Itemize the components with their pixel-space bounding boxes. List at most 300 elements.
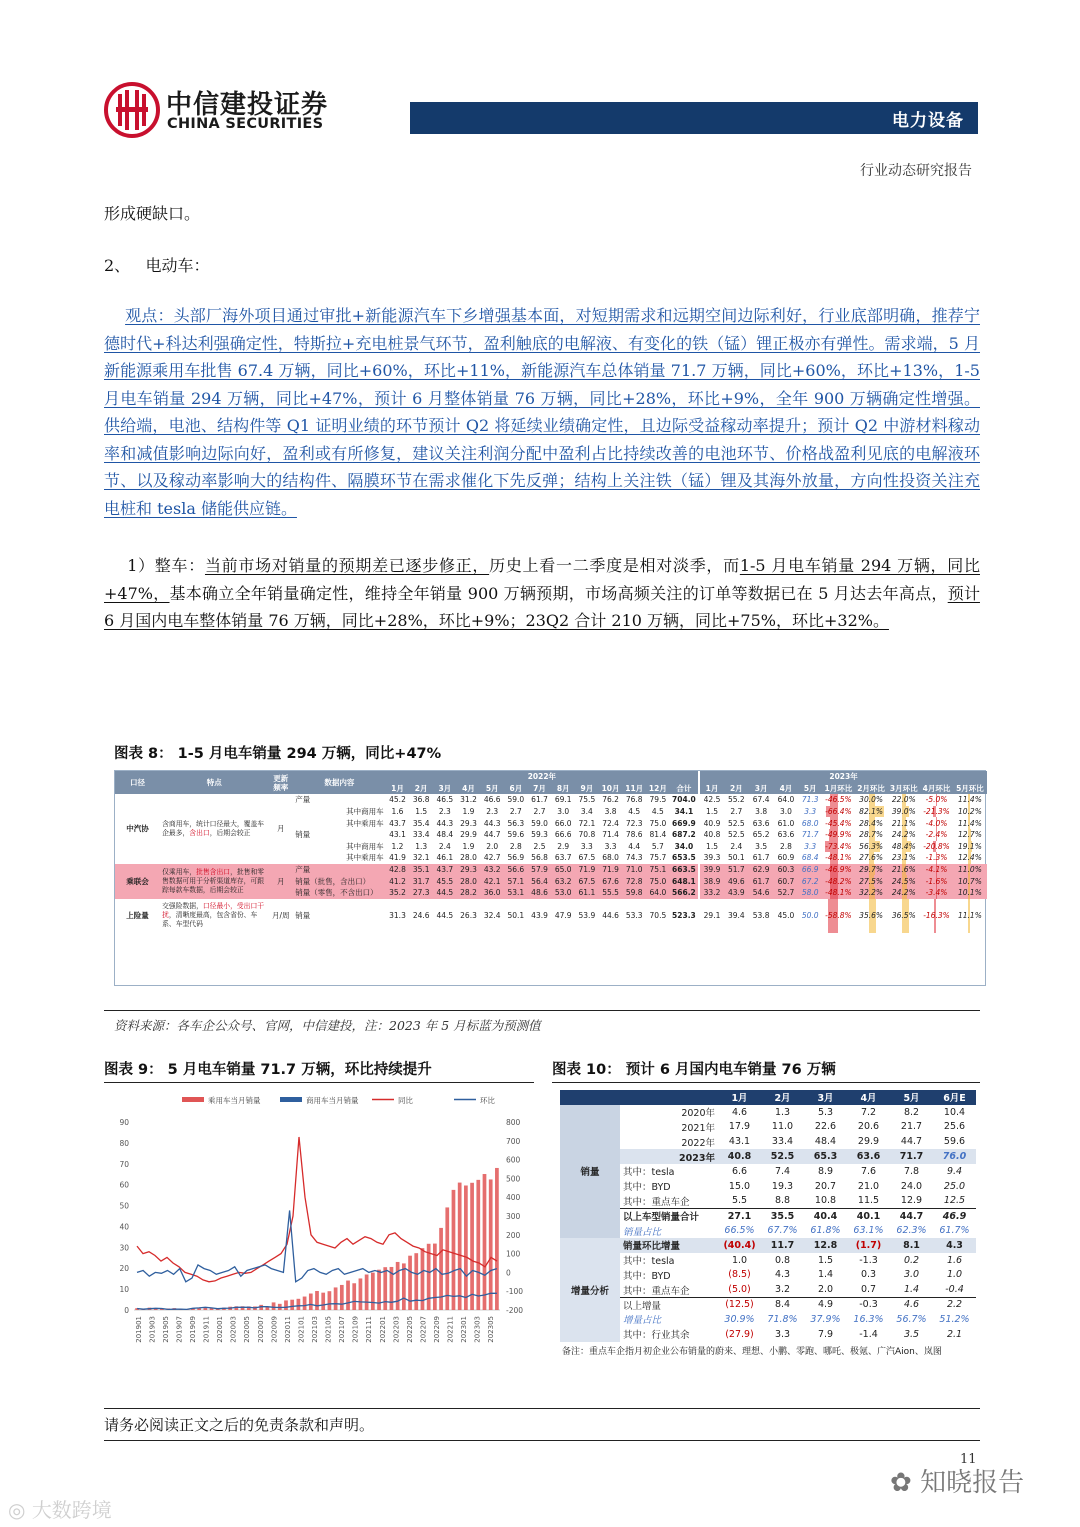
t10-cell: 44.7 — [900, 1136, 923, 1148]
cell-2022: 45.5 — [433, 875, 457, 887]
month-2022-0: 1月 — [386, 783, 410, 795]
t10-row-label: 增量占比 — [623, 1315, 662, 1327]
y-tick-left: 30 — [119, 1243, 129, 1253]
t10-cell: 21.7 — [900, 1121, 923, 1133]
ratio-cell — [822, 887, 855, 899]
x-tick-label: 202201 — [378, 1316, 387, 1343]
cell-2022: 4.5 — [628, 807, 641, 817]
cell-2022: 71.4 — [602, 830, 619, 840]
t10-cell: 27.1 — [718, 1208, 761, 1223]
viewpoint-text: 观点：头部厂海外项目通过审批+新能源汽车下乡增强基本面，对短期需求和远期空间边际利好，行业底部明确，推荐宁德时代+科达利强确定性，特斯拉+充电桩景气环节，盈利触底的电解液、有变化的铁（锰）锂正极亦有弹性。需求端，5 月新能源乘用车批售 67.4 万辆，同比+60%，环比+11%，新能源汽车总体销量 71.7 万辆，同比+60%，环比+13%，1-5 月电车销量 294 万辆，同比+47%，预计 6 月整体销量 76 万辆，同比+28%，环比+9%，全年 900 万辆确定性增强。供给端，电池、结构件等 Q1 证明业绩的环节预计 Q2 将延续业绩确定性，且边际受益稼动率提升；预计 Q2 中游材料稼动率和减值影响边际向好，盈利或有所修复，建议关注利润分配中盈利占比持续改善的电池环节、价格战盈利见底的电解液环节、以及稼动率影响大的结构件、隔膜环节在需求催化下先反弹；结构上关注铁（锰）锂及其海外放量，方向性投资关注充电桩和 tesla 储能供应链。 — [104, 306, 980, 518]
cell-2022: 3.4 — [580, 807, 593, 817]
row-label: 产量 — [295, 795, 311, 805]
t10-cell: 59.6 — [943, 1136, 966, 1148]
t10-cell: 8.9 — [817, 1165, 834, 1177]
cell-2022: 81.4 — [649, 830, 667, 840]
t10-row-label: 其中：重点车企 — [623, 1196, 690, 1208]
cell-2022: 53.9 — [578, 911, 596, 921]
cell-2022: 653.5 — [672, 853, 696, 863]
group-desc-red-1: 批售含出口 — [196, 867, 231, 876]
sector-label: 电力设备 — [892, 111, 964, 131]
cell-2022: 74.3 — [625, 853, 643, 863]
legend-swatch — [280, 1097, 302, 1102]
cell-2022: 35.1 — [409, 864, 433, 876]
cell-2022: 44.3 — [436, 818, 454, 828]
figure-10-title: 图表 10： 预计 6 月国内电车销量 76 万辆 — [552, 1062, 836, 1078]
passenger-bar — [433, 1244, 437, 1310]
cell-2023: 33.2 — [699, 887, 724, 899]
legend-label: 商用车当月销量 — [306, 1096, 359, 1105]
china-securities-logo-icon — [104, 82, 160, 138]
cell-2022: 65.0 — [551, 864, 575, 876]
cell-2022: 29.3 — [460, 818, 477, 828]
vehicle-lead: 1）整车： — [127, 556, 205, 575]
cell-2023: 67.4 — [752, 795, 770, 805]
ratio-value: 12.4% — [958, 853, 982, 863]
cell-2022: 32.1 — [412, 853, 430, 863]
x-tick-label: 202305 — [487, 1316, 496, 1343]
ratio-value: 19.1% — [958, 841, 982, 851]
hdr-freq: 更新频率 — [268, 771, 293, 794]
cell-2022: 59.6 — [507, 830, 525, 840]
vehicle-text-2: 基本确立全年销量确定性，维持全年销量 900 万辆预期，市场高频关注的订单等数据已在 5 月达去年高点， — [169, 583, 948, 603]
cell-2023: 39.3 — [699, 852, 724, 864]
group-desc-red-2: 口径最小，受出口干扰 — [162, 902, 265, 920]
cell-2022: 56.3 — [507, 818, 525, 828]
ratio-cell — [920, 899, 953, 933]
cell-2022: 44.7 — [483, 830, 501, 840]
cell-2022: 44.3 — [483, 818, 501, 828]
paragraph-1: 形成硬缺口。 — [104, 204, 201, 223]
ratio-cell — [855, 841, 888, 853]
passenger-bar — [377, 1270, 381, 1310]
t10-cell: 67.7% — [767, 1225, 798, 1237]
section-heading — [104, 252, 980, 280]
t10-cell: 11.5 — [857, 1195, 880, 1207]
t10-cell: 24.0 — [900, 1180, 923, 1192]
cell-2022: 2.4 — [438, 841, 451, 851]
monthly-ev-sales-chart — [104, 1088, 534, 1360]
month-2022-4: 5月 — [480, 783, 504, 795]
month-2022-6: 7月 — [528, 783, 552, 795]
ratio-cell — [953, 875, 987, 887]
cell-2022: 78.6 — [625, 830, 643, 840]
t10-cell: 12.9 — [900, 1195, 923, 1207]
t10-row-label: 2020年 — [681, 1108, 715, 1120]
passenger-bar — [383, 1267, 387, 1310]
vehicle-paragraph — [104, 552, 980, 635]
t10-cell: 1.6 — [946, 1254, 963, 1266]
x-tick-label: 202301 — [460, 1316, 469, 1343]
cell-2023: 2.7 — [730, 807, 743, 817]
t10-cell: 8.8 — [774, 1195, 791, 1207]
cell-2022: 36.8 — [412, 795, 430, 805]
ratio-value: 11.4% — [958, 795, 982, 805]
month-2023-2: 3月 — [749, 783, 774, 795]
passenger-bar — [396, 1262, 400, 1310]
t10-cell: -1.3 — [859, 1254, 878, 1266]
ratio-cell — [953, 852, 987, 864]
t10-cell: 5.3 — [817, 1106, 834, 1118]
group-desc-a-2: 交强险数据， — [162, 902, 203, 911]
row-label: 其中商用车 — [346, 807, 384, 817]
t10-month: 1月 — [718, 1090, 761, 1105]
cell-2022: 70.5 — [649, 911, 667, 921]
y-tick-left: 50 — [119, 1201, 129, 1211]
group-desc-0 — [160, 794, 268, 864]
cell-2023: 42.5 — [699, 794, 724, 806]
ratio-value: -3.4% — [925, 888, 948, 898]
ratio-value: -49.9% — [825, 830, 852, 840]
month-2023-0: 1月 — [699, 783, 724, 795]
ratio-value: 23.1% — [891, 853, 916, 863]
ratio-value: 30.0% — [859, 795, 883, 805]
group-1: 乘联会 — [115, 864, 160, 899]
cell-2022: 61.1 — [575, 887, 599, 899]
ratio-value: -46.5% — [825, 795, 852, 805]
t10-cell: 5.5 — [731, 1195, 748, 1207]
t10-cell: 7.4 — [774, 1165, 791, 1177]
t10-cell: 76.0 — [933, 1149, 976, 1164]
ratio-value: 10.2% — [958, 807, 982, 817]
cell-2023: 61.7 — [752, 853, 770, 863]
t10-cell: 11.0 — [771, 1121, 794, 1133]
ratio-cell — [822, 806, 855, 818]
logo-english-name: CHINA SECURITIES — [167, 116, 324, 132]
x-tick-label: 201901 — [134, 1316, 143, 1343]
cell-2022: 75.5 — [578, 795, 596, 805]
t10-cell: 2.0 — [817, 1284, 834, 1295]
cell-2022: 59.8 — [622, 887, 646, 899]
cell-2022: 75.7 — [649, 853, 667, 863]
ratio-hdr-1: 2月环比 — [855, 783, 888, 795]
page-number: 11 — [960, 1452, 977, 1467]
cell-2022: 2.3 — [438, 807, 451, 817]
cell-2022: 45.2 — [389, 795, 406, 805]
passenger-bar — [402, 1263, 406, 1310]
cell-2022: 24.6 — [412, 911, 430, 921]
t10-row-label: 销量环比增量 — [620, 1238, 718, 1253]
cell-2022: 48.6 — [528, 887, 552, 899]
ratio-hdr-4: 5月环比 — [953, 783, 987, 795]
cell-2022: 72.1 — [578, 818, 596, 828]
x-tick-label: 202105 — [324, 1316, 333, 1343]
ratio-value: 27.6% — [859, 853, 883, 863]
ratio-cell — [855, 829, 888, 841]
cell-2022: 64.0 — [646, 887, 670, 899]
cell-2022: 43.7 — [433, 864, 457, 876]
ratio-cell — [887, 806, 920, 818]
cell-2022: 3.3 — [580, 841, 593, 851]
vehicle-text-1: 历史上看一二季度是相对淡季，而 — [489, 556, 740, 575]
cell-2022: 35.4 — [412, 818, 430, 828]
passenger-bar — [452, 1190, 456, 1310]
cell-2022: 59.0 — [507, 795, 525, 805]
t10-cell: 10.8 — [814, 1195, 837, 1207]
cell-2022: 34.0 — [674, 841, 694, 851]
passenger-bar — [290, 1300, 294, 1310]
passenger-bar — [315, 1291, 319, 1310]
cell-2023: 68.4 — [801, 853, 819, 863]
ratio-cell — [953, 887, 987, 899]
month-2023-4: 5月 — [798, 783, 822, 795]
x-tick-label: 201911 — [202, 1316, 211, 1343]
cell-2022: 76.2 — [602, 795, 619, 805]
t10-cell: 7.6 — [860, 1165, 877, 1177]
footer-rule-bottom — [104, 1440, 980, 1441]
t10-cell: (8.5) — [728, 1269, 751, 1281]
ratio-value: -66.4% — [825, 807, 852, 817]
passenger-bar — [371, 1273, 375, 1310]
hdr-te: 特点 — [160, 771, 268, 794]
figure-8-table — [114, 770, 986, 986]
cell-2023: 40.9 — [699, 817, 724, 829]
ratio-cell — [920, 829, 953, 841]
weibo-icon: ◎ — [8, 1498, 26, 1522]
passenger-bar — [352, 1283, 356, 1310]
cell-2022: 31.7 — [409, 875, 433, 887]
ratio-value: -1.6% — [925, 876, 948, 886]
cell-2022: 2.0 — [486, 841, 499, 851]
cell-2023: 51.7 — [724, 864, 749, 876]
cell-2022: 67.5 — [575, 875, 599, 887]
cell-2023: 3.3 — [804, 807, 817, 817]
passenger-bar — [489, 1179, 493, 1310]
hdr-kou: 口径 — [115, 771, 160, 794]
ratio-value: 10.7% — [958, 876, 982, 886]
cell-2023: 60.9 — [777, 853, 795, 863]
t10-row-label: 其中：tesla — [623, 1256, 675, 1268]
t10-cell: 37.9% — [810, 1313, 841, 1325]
ratio-cell — [953, 841, 987, 853]
ratio-cell — [887, 864, 920, 876]
group-freq-0: 月 — [277, 824, 285, 834]
y-tick-right: 300 — [506, 1212, 521, 1221]
figure-10-rule — [552, 1082, 980, 1083]
t10-cell: 56.7% — [896, 1313, 927, 1325]
x-tick-label: 202001 — [216, 1316, 225, 1343]
cell-2022: 43.1 — [389, 830, 406, 840]
t10-corner — [560, 1090, 718, 1105]
cell-2022: 1.5 — [415, 807, 428, 817]
watermark-dashu — [8, 1494, 112, 1523]
t10-cell: 3.0 — [903, 1269, 920, 1281]
ratio-hdr-3: 4月环比 — [920, 783, 953, 795]
cell-2022: 68.0 — [602, 853, 619, 863]
ratio-cell — [920, 864, 953, 876]
cell-2023: 3.0 — [779, 807, 792, 817]
cell-2022: 2.9 — [557, 841, 570, 851]
y-tick-left: 40 — [119, 1222, 129, 1232]
ratio-value: 11.0% — [958, 865, 982, 875]
cell-2023: 39.4 — [727, 911, 745, 921]
x-tick-label: 202207 — [419, 1316, 428, 1343]
cell-2022: 1.6 — [391, 807, 404, 817]
t10-cell: 1.4 — [817, 1269, 834, 1281]
row-label: 销量（零售，不含出口） — [293, 887, 385, 899]
cell-2022: 56.6 — [504, 864, 528, 876]
report-type: 行业动态研究报告 — [860, 163, 972, 179]
y-tick-right: 700 — [506, 1136, 521, 1146]
cell-2022: 3.0 — [557, 807, 570, 817]
x-tick-label: 201907 — [175, 1316, 184, 1343]
ratio-cell — [822, 829, 855, 841]
ratio-cell — [822, 794, 855, 806]
ratio-cell — [887, 829, 920, 841]
cell-2022: 2.8 — [509, 841, 522, 851]
cell-2022: 63.2 — [551, 875, 575, 887]
cell-2023: 2.8 — [779, 841, 792, 851]
ratio-cell — [920, 875, 953, 887]
t10-cell: 40.8 — [718, 1149, 761, 1164]
x-tick-label: 202205 — [405, 1316, 414, 1343]
ratio-value: -48.1% — [825, 888, 852, 898]
t10-cell: 19.3 — [771, 1180, 794, 1192]
t10-row-label: 其中：BYD — [623, 1270, 671, 1282]
cell-2022: 27.3 — [409, 887, 433, 899]
group-desc-b-1: ，批售和零售数据可用于分析渠道库存，可跟踪每款车数据，后期会较正 — [162, 867, 265, 894]
ratio-value: 24.2% — [891, 888, 916, 898]
cell-2022: 44.5 — [436, 911, 454, 921]
passenger-bar — [297, 1299, 301, 1310]
ratio-value: 21.6% — [891, 865, 916, 875]
ratio-cell — [855, 852, 888, 864]
cell-2022: 29.3 — [457, 864, 481, 876]
ratio-value: -1.3% — [925, 853, 948, 863]
cell-2022: 3.3 — [604, 841, 617, 851]
cell-2023: 38.9 — [699, 875, 724, 887]
t10-cell: 4.3 — [774, 1269, 791, 1281]
passenger-bar — [359, 1278, 363, 1310]
month-2022-3: 4月 — [457, 783, 481, 795]
x-tick-label: 202111 — [365, 1316, 374, 1343]
t10-cell: 35.5 — [761, 1208, 804, 1223]
passenger-bar — [284, 1300, 288, 1310]
t10-cell: 22.6 — [814, 1121, 837, 1133]
ratio-hdr-2: 3月环比 — [887, 783, 920, 795]
t10-month: 5月 — [890, 1090, 933, 1105]
y-tick-right: 800 — [506, 1118, 521, 1127]
cell-2023: 52.5 — [727, 830, 745, 840]
y-tick-left: 90 — [119, 1118, 129, 1127]
t10-cell: 4.3 — [933, 1238, 976, 1253]
passenger-bar — [309, 1294, 313, 1310]
ev-sales-by-source-table — [115, 771, 987, 933]
group-2: 上险量 — [126, 911, 149, 921]
ratio-cell — [887, 887, 920, 899]
cell-2023: 71.3 — [801, 795, 819, 805]
t10-cell: -1.4 — [859, 1328, 878, 1340]
row-label: 其中乘用车 — [346, 818, 384, 828]
passenger-bar — [334, 1287, 338, 1310]
cell-2022: 28.0 — [457, 875, 481, 887]
passenger-bar — [328, 1291, 332, 1310]
group-0: 中汽协 — [126, 824, 149, 834]
ratio-cell — [822, 841, 855, 853]
y-tick-left: 80 — [119, 1138, 129, 1148]
ratio-cell — [887, 794, 920, 806]
cell-2022: 4.4 — [628, 841, 641, 851]
cell-2022: 56.8 — [531, 853, 548, 863]
month-2022-2: 3月 — [433, 783, 457, 795]
cell-2022: 29.9 — [460, 830, 477, 840]
cell-2022: 28.2 — [457, 887, 481, 899]
x-tick-label: 201903 — [148, 1316, 157, 1343]
cell-2023: 1.5 — [699, 841, 724, 853]
cell-2022: 35.2 — [386, 887, 410, 899]
passenger-bar — [414, 1253, 418, 1310]
cell-2022: 523.3 — [672, 911, 696, 921]
t10-cell: 7.9 — [817, 1328, 834, 1340]
company-logo — [104, 78, 344, 140]
x-tick-label: 202007 — [256, 1316, 265, 1343]
t10-cell: 1.4 — [903, 1284, 920, 1295]
t10-cell: (27.9) — [725, 1328, 754, 1340]
ratio-cell — [855, 899, 888, 933]
cell-2023: 65.2 — [752, 830, 770, 840]
month-2023-1: 2月 — [724, 783, 749, 795]
cell-2023: 62.9 — [749, 864, 774, 876]
ratio-hdr-0: 1月环比 — [822, 783, 855, 795]
x-tick-label: 202303 — [473, 1316, 482, 1343]
cell-2022: 42.1 — [480, 875, 504, 887]
passenger-bar — [340, 1285, 344, 1310]
ratio-value: 82.1% — [859, 807, 883, 817]
cell-2022: 43.2 — [480, 864, 504, 876]
t10-row-label: 其中：tesla — [623, 1167, 675, 1179]
cell-2022: 687.2 — [672, 830, 696, 840]
legend-label: 环比 — [480, 1096, 495, 1105]
passenger-bar — [365, 1274, 369, 1310]
ratio-value: 35.6% — [859, 911, 883, 921]
y-tick-right: 200 — [506, 1230, 521, 1240]
cell-2023: 3.3 — [804, 841, 817, 851]
cell-2022: 46.5 — [436, 795, 454, 805]
ratio-cell — [887, 841, 920, 853]
group-freq-2: 月/周 — [272, 911, 290, 921]
t10-cell: (40.4) — [718, 1238, 761, 1253]
t10-cell: 66.5% — [724, 1225, 755, 1237]
t10-cell: 30.9% — [724, 1313, 755, 1325]
cell-2022: 72.3 — [625, 818, 643, 828]
legend-swatch — [182, 1097, 204, 1102]
cell-2022: 33.4 — [412, 830, 430, 840]
cell-2022: 66.0 — [554, 818, 572, 828]
ratio-value: 24.2% — [891, 830, 916, 840]
y-tick-right: 400 — [506, 1193, 521, 1203]
x-tick-label: 202103 — [311, 1316, 319, 1343]
viewpoint-paragraph — [104, 302, 980, 522]
ratio-cell — [822, 899, 855, 933]
cell-2022: 1.3 — [415, 841, 428, 851]
cell-2022: 69.1 — [554, 795, 572, 805]
cell-2023: 67.2 — [798, 875, 822, 887]
passenger-bar — [303, 1297, 307, 1310]
cell-2022: 41.9 — [389, 853, 406, 863]
t10-cell: 65.3 — [804, 1149, 847, 1164]
ratio-cell — [822, 817, 855, 829]
cell-2022: 59.3 — [531, 830, 548, 840]
cell-2022: 71.0 — [622, 864, 646, 876]
ratio-cell — [953, 899, 987, 933]
t10-cell: 40.1 — [847, 1208, 890, 1223]
row-label: 销量（批售，含出口） — [293, 875, 385, 887]
t10-cell: 2.1 — [946, 1328, 963, 1340]
y-tick-right: 0 — [506, 1268, 511, 1278]
cell-2022: 66.6 — [554, 830, 572, 840]
x-tick-label: 202003 — [229, 1316, 238, 1343]
ratio-cell — [953, 829, 987, 841]
